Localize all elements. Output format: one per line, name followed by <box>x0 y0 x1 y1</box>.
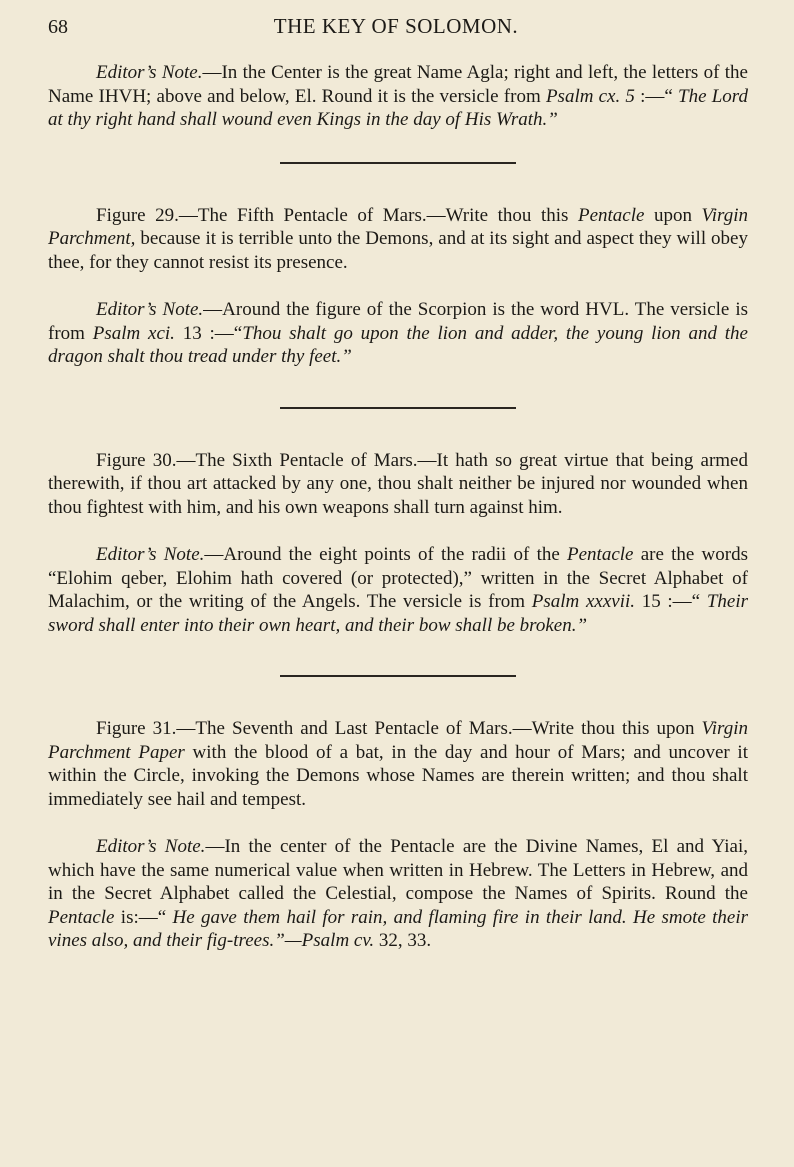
note-lead: Editor’s Note. <box>96 62 203 83</box>
note-lead: Editor’s Note. <box>96 299 204 320</box>
figure-29-paragraph: Figure 29.—The Fifth Pentacle of Mars.—Write thou this Pentacle upon Virgin Parchment, because it is terrible unto the Demons, and at its sight and aspect they will obey thee, for they cannot resist its presence. <box>48 204 748 273</box>
editor-note-paragraph: Editor’s Note.—Around the eight points of the radii of the Pentacle are the words “Elohim qeber, Elohim hath covered (or protected),” written in the Secret Alphabet of Malachim, or the writing of the Angels. The versicle is from Psalm xxxvii. 15 :—“ Their sword shall enter into their own heart, and their bow shall be broken.” <box>48 544 748 636</box>
page-number: 68 <box>48 16 68 38</box>
editor-note-paragraph: Editor’s Note.—In the Center is the great Name Agla; right and left, the letters of the Name IHVH; above and below, El. Round it is the versicle from Psalm cx. 5 :—“ The Lord at thy right hand shall wound even Kings in the day of His Wrath.” <box>48 62 748 130</box>
editor-note-paragraph: Editor’s Note.—In the center of the Pentacle are the Divine Names, El and Yiai, which have the same numerical value when written in Hebrew. The Letters in Hebrew, and in the Secret Alphabet called the Celestial, compose the Names of Spirits. Round the Pentacle is:—“ He gave them hail for rain, and flaming fire in their land. He smote their vines also, and their fig-trees.”—Psalm cv. 32, 33. <box>48 836 749 951</box>
running-title: THE KEY OF SOLOMON. <box>273 14 519 38</box>
figure-31-paragraph: Figure 31.—The Seventh and Last Pentacle of Mars.—Write thou this upon Virgin Parchment Paper with the blood of a bat, in the day and hour of Mars; and uncover it within the Circle, invoking the Demons whose Names are therein written; and thou shalt immediately see hail and tempest. <box>48 718 748 810</box>
note-lead: Editor’s Note. <box>96 836 206 857</box>
editor-note-paragraph: Editor’s Note.—Around the figure of the Scorpion is the word HVL. The versicle is from Psalm xci. 13 :—“Thou shalt go upon the lion and adder, the young lion and the dragon shalt thou tread under thy feet.” <box>48 299 749 367</box>
figure-30-paragraph: Figure 30.—The Sixth Pentacle of Mars.—It hath so great virtue that being armed therewith, if thou art attacked by any one, thou shalt neither be injured nor wounded when thou fightest with him, and his own weapons shall turn against him. <box>48 449 748 518</box>
page-header <box>48 14 748 39</box>
note-lead: Editor’s Note. <box>96 544 205 565</box>
